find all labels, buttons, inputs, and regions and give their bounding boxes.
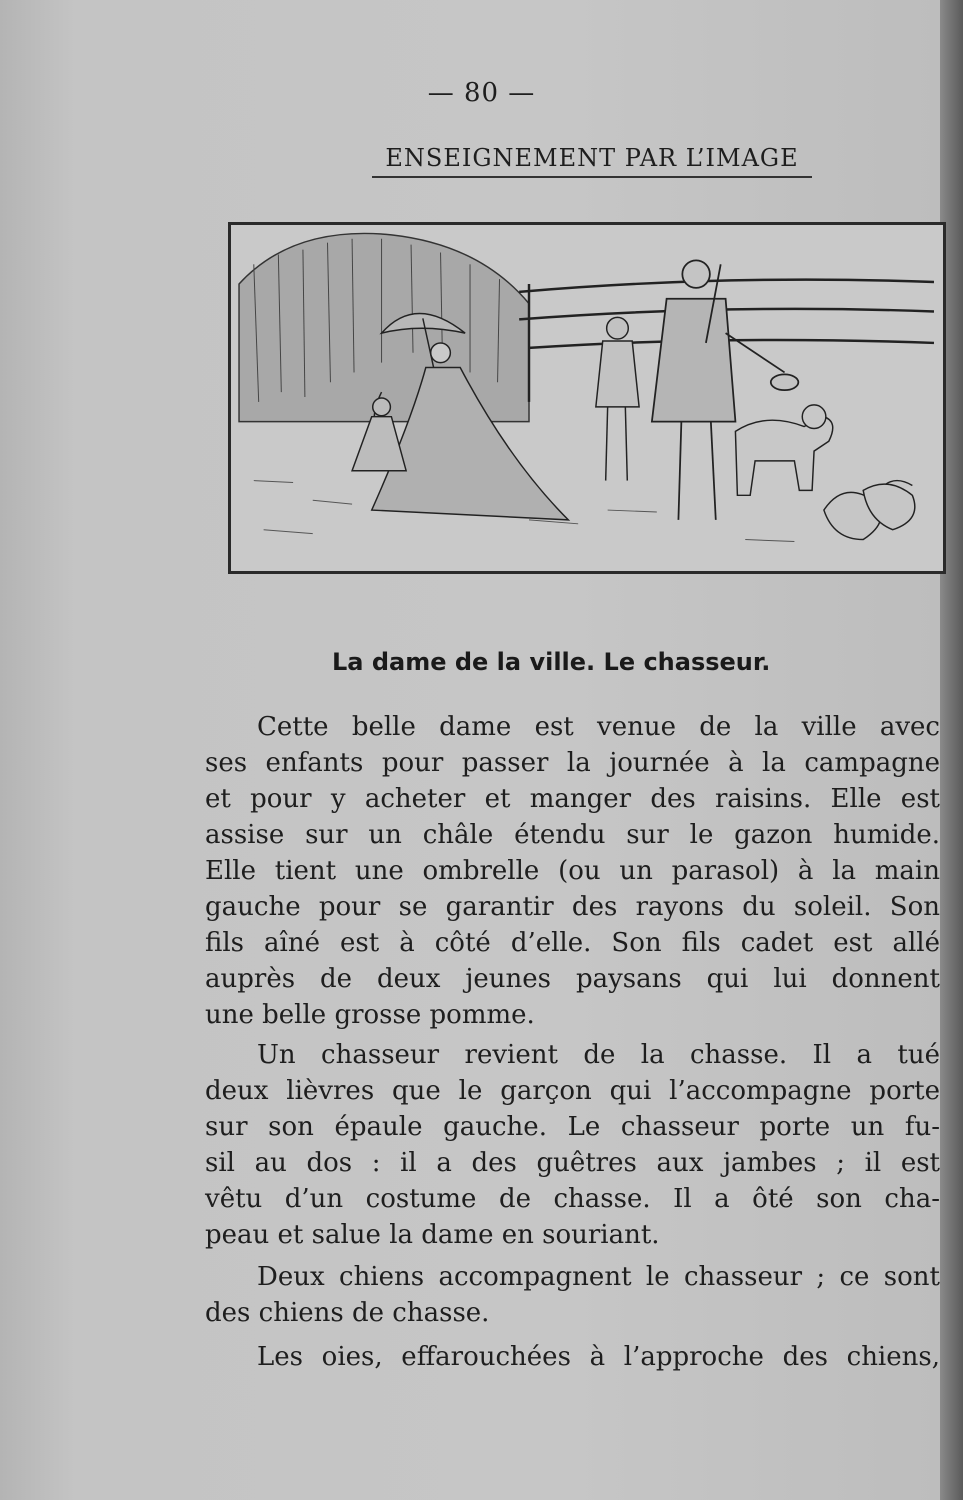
section-title: ENSEIGNEMENT PAR L’IMAGE xyxy=(372,144,812,178)
text-line: fils aîné est à côté d’elle. Son fils cadet est allé xyxy=(205,928,940,958)
illustration-hunter-scene xyxy=(228,222,946,574)
illustration-caption: La dame de la ville. Le chasseur. xyxy=(332,648,771,676)
text-line: ses enfants pour passer la journée à la campagne xyxy=(205,748,940,778)
text-line: auprès de deux jeunes paysans qui lui donnent xyxy=(205,964,940,994)
text-line: des chiens de chasse. xyxy=(205,1298,490,1328)
text-line: sil au dos : il a des guêtres aux jambes ; il est xyxy=(205,1148,940,1178)
text-line: deux lièvres que le garçon qui l’accompagne porte xyxy=(205,1076,940,1106)
text-line: et pour y acheter et manger des raisins. Elle est xyxy=(205,784,940,814)
text-line: gauche pour se garantir des rayons du soleil. Son xyxy=(205,892,940,922)
engraving-drawing xyxy=(231,225,943,571)
text-line: une belle grosse pomme. xyxy=(205,1000,535,1030)
text-line: Elle tient une ombrelle (ou un parasol) à la main xyxy=(205,856,940,886)
text-line: sur son épaule gauche. Le chasseur porte un fu- xyxy=(205,1112,940,1142)
text-line: assise sur un châle étendu sur le gazon humide. xyxy=(205,820,940,850)
text-line: peau et salue la dame en souriant. xyxy=(205,1220,660,1250)
text-line: vêtu d’un costume de chasse. Il a ôté son cha- xyxy=(205,1184,940,1214)
text-line: Cette belle dame est venue de la ville avec xyxy=(257,712,940,742)
page-number: — 80 — xyxy=(427,78,536,108)
text-line: Un chasseur revient de la chasse. Il a tué xyxy=(257,1040,940,1070)
text-line: Les oies, effarouchées à l’approche des chiens, xyxy=(257,1342,940,1372)
text-line: Deux chiens accompagnent le chasseur ; ce sont xyxy=(257,1262,940,1292)
